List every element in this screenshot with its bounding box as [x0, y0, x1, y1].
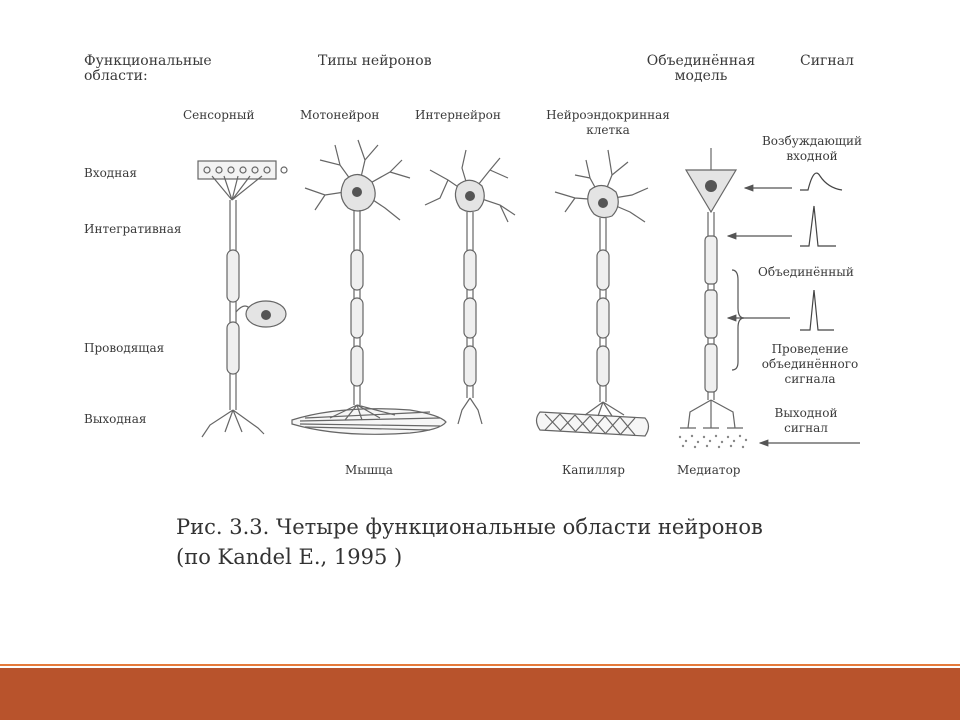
type-label-motor: Мотонейрон	[300, 108, 380, 122]
mediator-dots	[679, 435, 747, 448]
region-label-integrative: Интегративная	[84, 222, 182, 236]
region-label-output: Выходная	[84, 412, 147, 426]
sensory-neuron	[198, 161, 287, 437]
type-label-sensory: Сенсорный	[183, 108, 255, 122]
neuron-types-header: Типы нейронов	[318, 53, 432, 69]
target-label-capillary: Капилляр	[562, 463, 625, 477]
combined-model	[680, 148, 743, 428]
footer-bar	[0, 668, 960, 720]
region-label-input: Входная	[84, 166, 137, 180]
functional-areas-header: Функциональные области:	[84, 53, 212, 84]
neuroendocrine-neuron	[537, 150, 649, 436]
caption-line-1: Рис. 3.3. Четыре функциональные области нейронов	[176, 515, 763, 539]
signal-label-conduction: Проведение объединённого сигнала	[761, 342, 859, 386]
target-label-muscle: Мышца	[345, 463, 393, 477]
target-label-mediator: Медиатор	[677, 463, 741, 477]
region-label-conductive: Проводящая	[84, 341, 165, 355]
footer-accent-line	[0, 664, 960, 666]
signal-arrows	[728, 188, 860, 443]
motor-neuron	[292, 140, 446, 434]
integration-brace	[732, 270, 744, 370]
signal-label-combined: Объединённый	[758, 265, 854, 279]
caption-line-2: (по Kandel E., 1995 )	[176, 545, 403, 569]
figure-caption	[176, 512, 763, 572]
combined-model-header: Объединённая модель	[646, 53, 756, 84]
interneuron	[425, 150, 515, 424]
type-label-interneuron: Интернейрон	[415, 108, 501, 122]
signal-waveforms	[800, 173, 842, 330]
signal-label-output: Выходной сигнал	[774, 406, 838, 435]
type-label-neuroendocrine: Нейроэндокринная клетка	[546, 108, 670, 137]
signal-header: Сигнал	[800, 53, 854, 69]
signal-label-excitatory: Возбуждающий входной	[761, 134, 863, 163]
